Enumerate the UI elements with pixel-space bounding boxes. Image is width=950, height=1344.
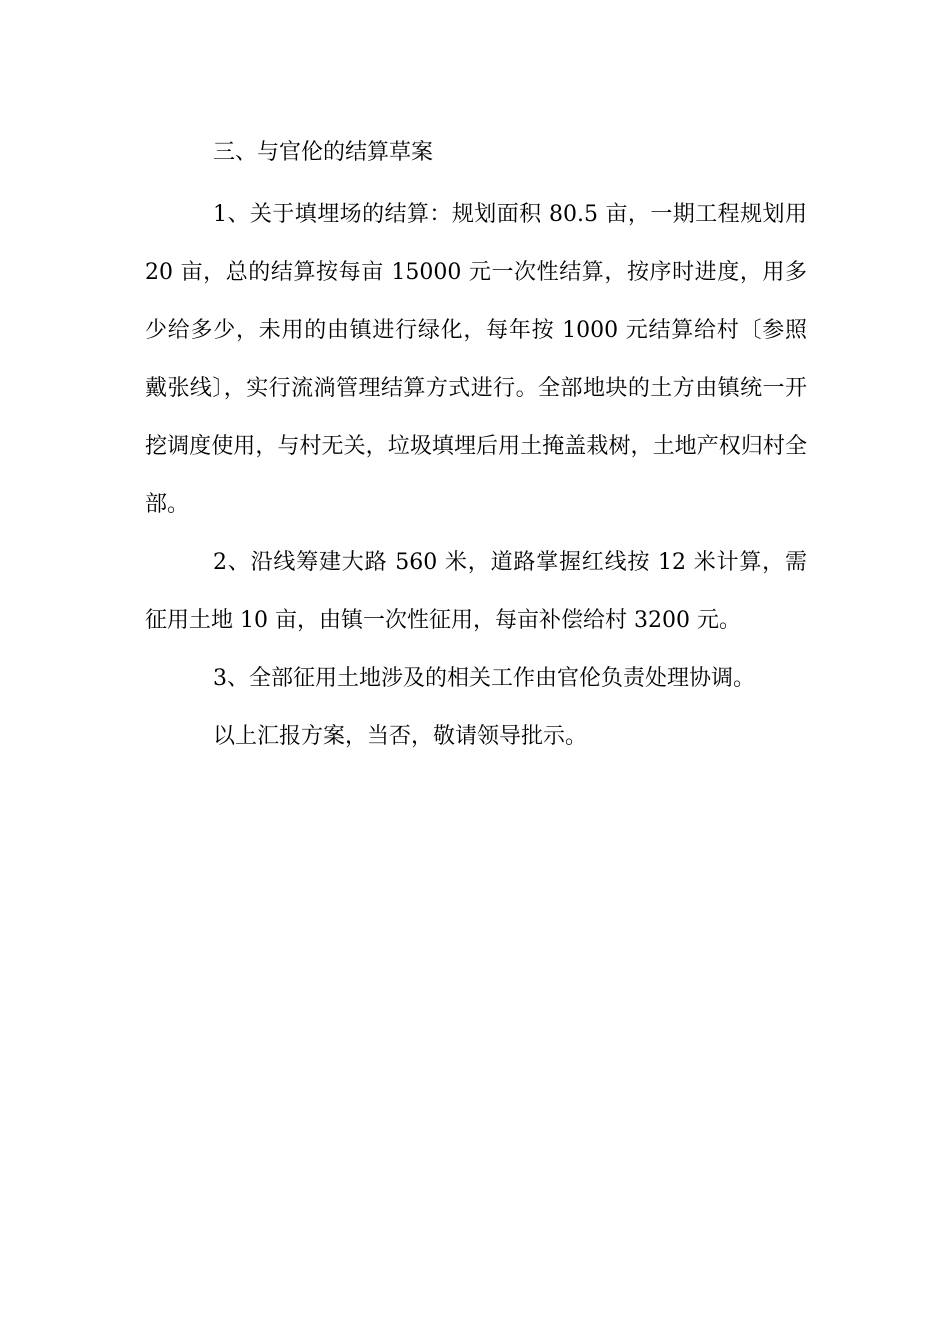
section-heading: 三、与官伦的结算草案 — [213, 140, 434, 165]
paragraph-landfill-settlement: 1、关于填埋场的结算：规划面积 80.5 亩，一期工程规划用 20 亩，总的结算按每亩 15000 元一次性结算，按序时进度，用多少给多少，未用的由镇进行绿化，每年按 1000 元结算给村〔参照戴张线〕，实行流淌管理结算方式进行。全部地块的土方由镇统一开挖调度使用，与村无关，垃圾填埋后用土掩盖栽树，土地产权归村全部。 — [145, 202, 807, 517]
paragraph-road-construction: 2、沿线筹建大路 560 米，道路掌握红线按 12 米计算，需征用土地 10 亩，由镇一次性征用，每亩补偿给村 3200 元。 — [145, 550, 807, 633]
document-body — [145, 128, 807, 766]
paragraph-coordination: 3、全部征用土地涉及的相关工作由官伦负责处理协调。 — [213, 666, 755, 691]
paragraph-closing: 以上汇报方案，当否，敬请领导批示。 — [213, 724, 588, 749]
